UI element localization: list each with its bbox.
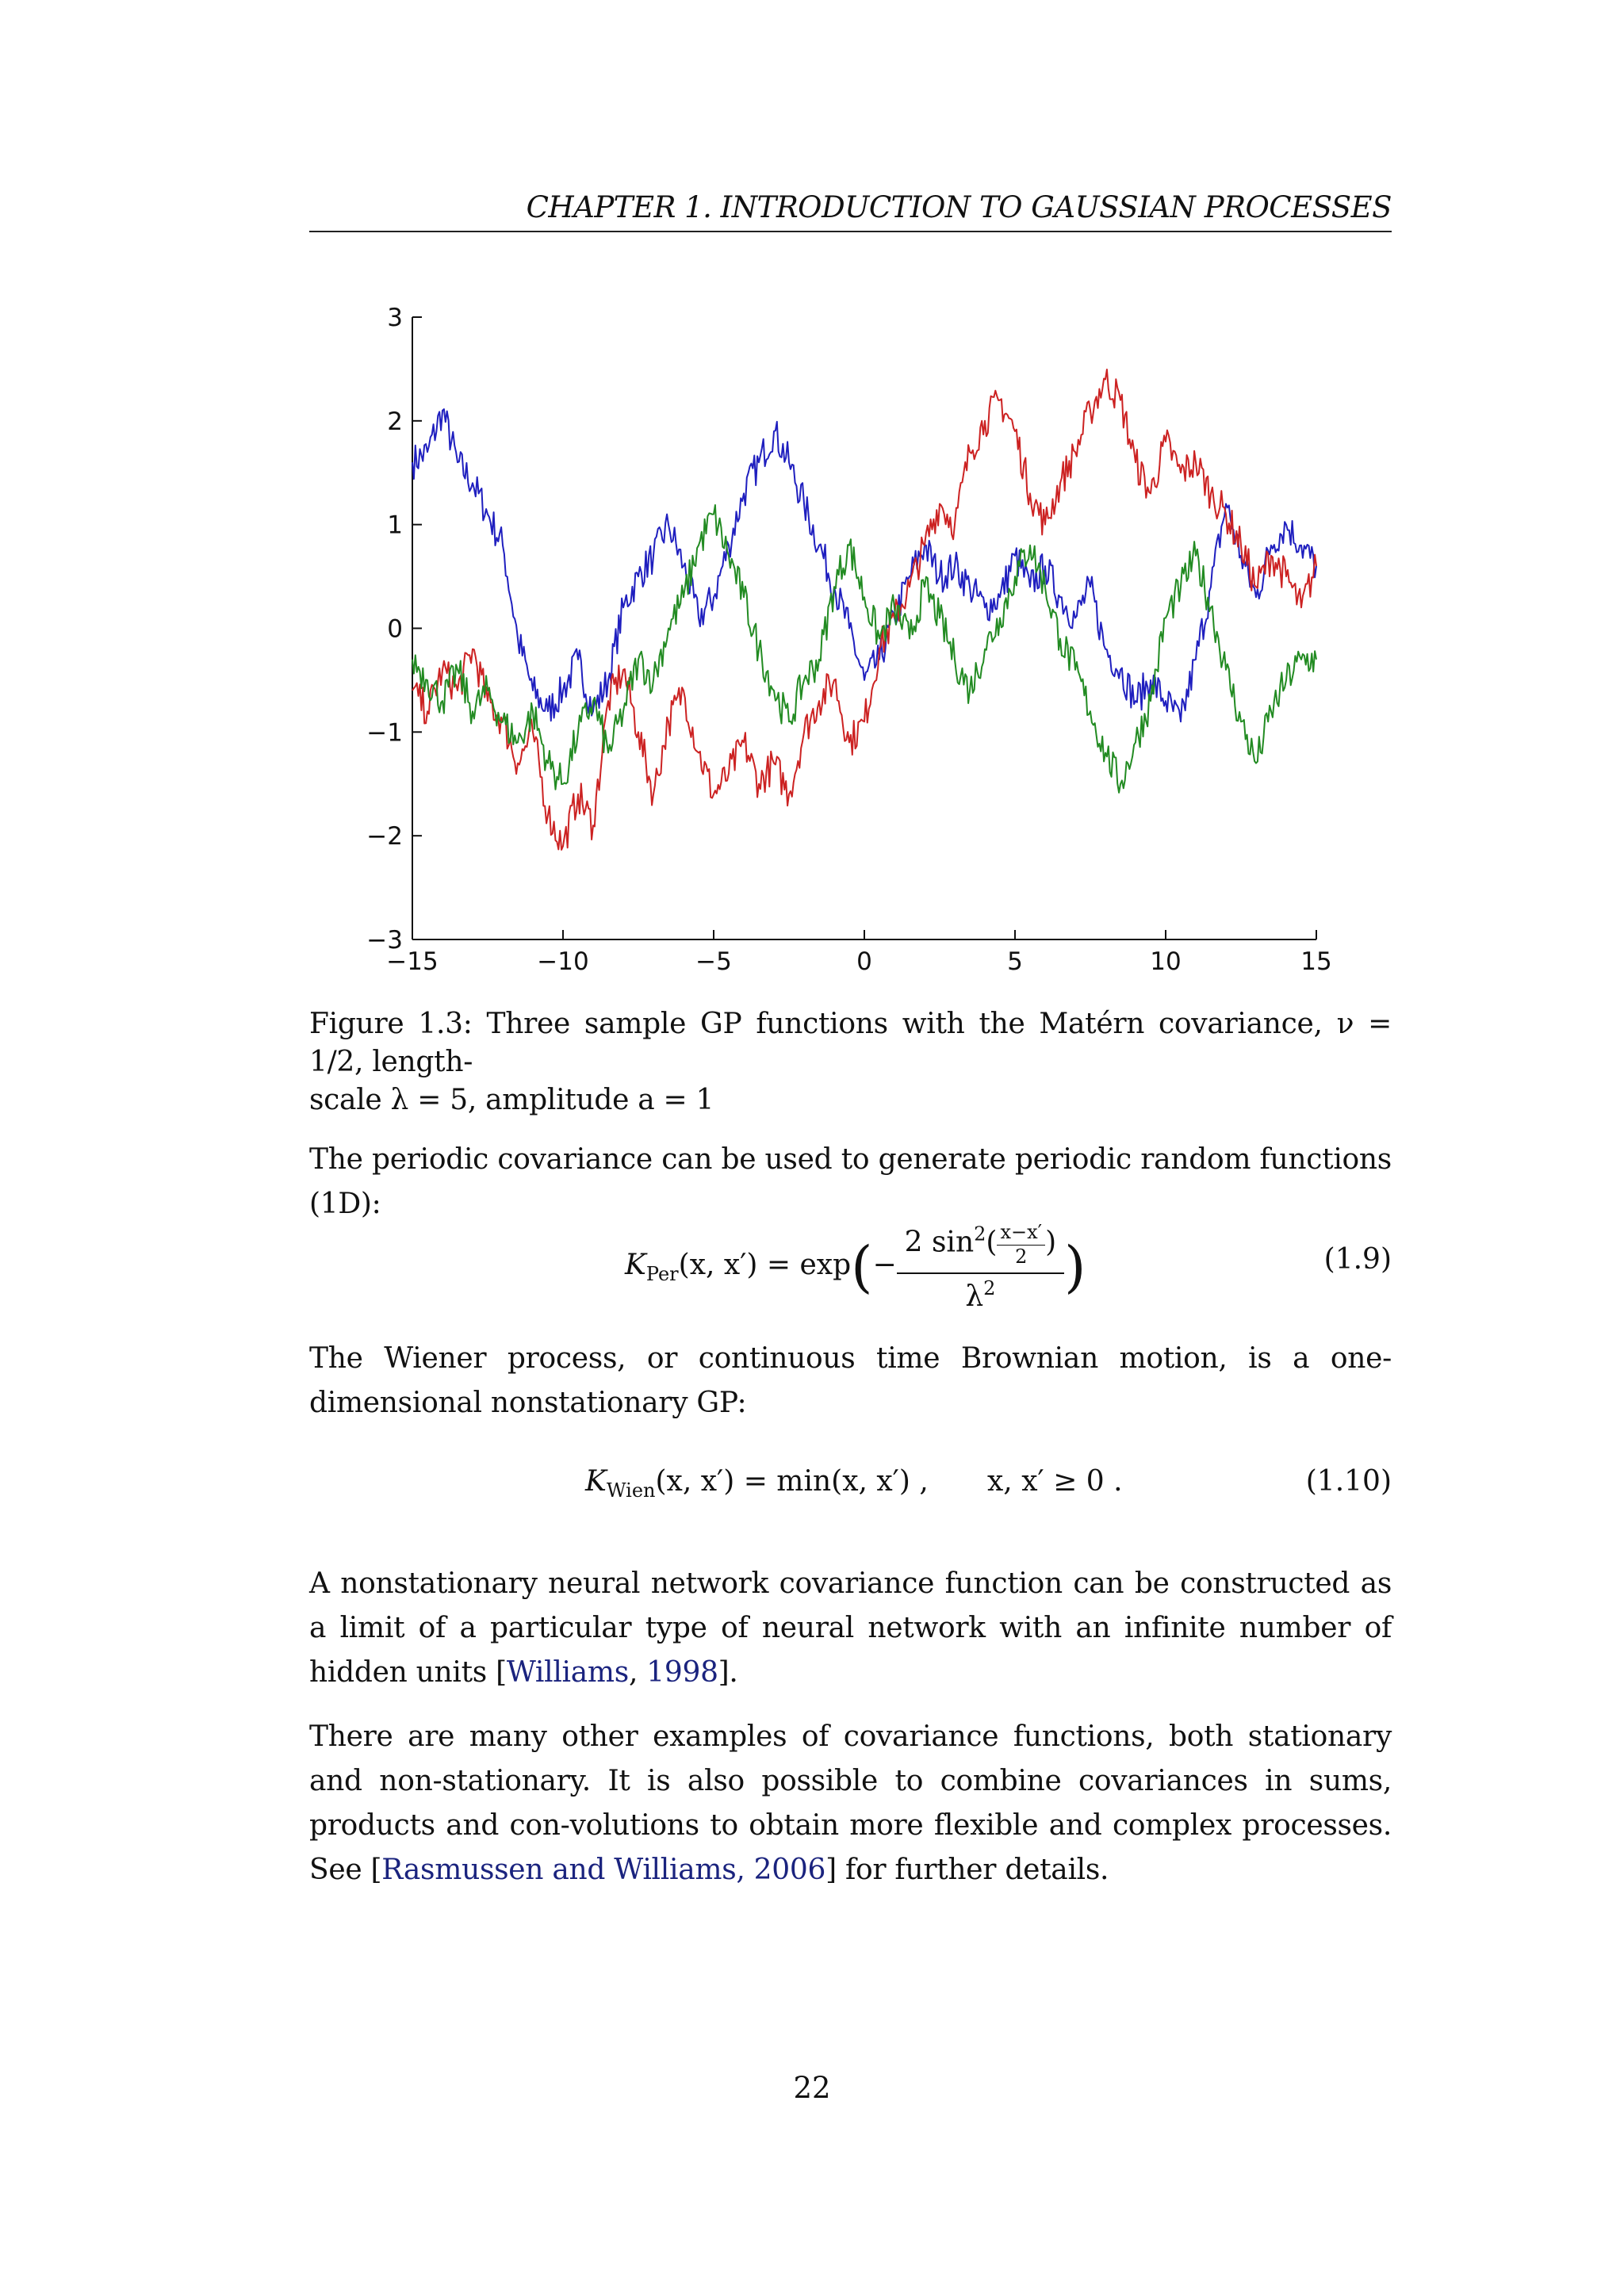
- caption-line-2: scale λ = 5, amplitude a = 1: [309, 1084, 714, 1116]
- y-tick-label: 0: [387, 614, 403, 644]
- eq-close-paren: ): [1064, 1234, 1086, 1299]
- y-tick-label: −2: [366, 822, 403, 851]
- equation-1-9: [309, 1213, 1392, 1313]
- eq-k-subscript: Per: [645, 1263, 679, 1285]
- x-tick-label: −10: [537, 947, 589, 976]
- p3-text: A nonstationary neural network covariance function can be constructed as a limit of a particular type of neural network with an infinite number of hidden units [: [309, 1567, 1392, 1689]
- eq-inner-fraction: [997, 1221, 1045, 1268]
- eq-num-power: 2: [974, 1223, 986, 1246]
- y-tick-label: −1: [366, 718, 403, 748]
- eq-inner-top: x−x′: [997, 1221, 1045, 1246]
- sample-path-1: [412, 409, 1316, 721]
- eq-wien-condition: x, x′ ≥ 0 .: [987, 1465, 1123, 1498]
- y-tick-label: 1: [387, 511, 403, 540]
- citation-williams-1998-author[interactable]: Williams: [506, 1656, 629, 1689]
- eq-fraction: 2 $\sin^2$( $\frac{x-x'}{2}$ ) $\lambda^2$: [897, 1221, 1065, 1313]
- citation-rasmussen-williams-2006[interactable]: Rasmussen and Williams, 2006: [381, 1854, 826, 1886]
- eq-minus: −: [872, 1249, 897, 1281]
- equation-number-1-9: (1.9): [1323, 1243, 1392, 1276]
- equation-1-10: [309, 1465, 1392, 1513]
- eq-lhs-args: (x, x′) = exp: [678, 1249, 852, 1281]
- p4-text: There are many other examples of covariance functions, both stationary and non-stationary. It is also possible to combine covariances in sums, products and con-volutions to obtain more flexible and complex processes. See [: [309, 1720, 1392, 1886]
- eq-open-paren: (: [851, 1234, 873, 1299]
- page-number: 22: [793, 2071, 831, 2105]
- paragraph-wiener: The Wiener process, or continuous time Brownian motion, is a one-dimensional nonstationary GP:: [309, 1342, 1392, 1419]
- caption-line-1: Figure 1.3: Three sample GP functions with the Matérn covariance, ν = 1/2, length-: [309, 1008, 1392, 1078]
- figure-caption: [309, 1005, 1392, 1119]
- eq-den-power: 2: [983, 1277, 996, 1299]
- figure-chart: [349, 293, 1348, 991]
- eq-num-coeff: 2 sin: [904, 1226, 975, 1259]
- chart-ticks: [366, 304, 1331, 976]
- header-rule: [309, 231, 1392, 232]
- y-tick-label: 3: [387, 304, 403, 332]
- x-tick-label: 0: [856, 947, 872, 976]
- eq-wien-rhs: (x, x′) = min(x, x′) ,: [655, 1465, 929, 1498]
- chart-series-layer: [412, 369, 1316, 850]
- x-tick-label: −15: [386, 947, 439, 976]
- p3-end: ].: [718, 1656, 738, 1689]
- chart-axes: [412, 317, 1316, 939]
- x-tick-label: 15: [1300, 947, 1332, 976]
- sample-path-3: [412, 505, 1316, 793]
- y-tick-label: −3: [366, 926, 403, 955]
- paragraph-periodic: The periodic covariance can be used to generate periodic random functions (1D):: [309, 1143, 1392, 1220]
- eq-inner-bottom: 2: [1015, 1246, 1028, 1268]
- x-tick-label: 10: [1150, 947, 1182, 976]
- citation-separator: ,: [628, 1656, 647, 1689]
- paragraph-neural-network: [309, 1562, 1392, 1695]
- y-tick-label: 2: [387, 407, 403, 436]
- eq-k-wien-subscript: Wien: [606, 1479, 656, 1502]
- eq-k-symbol: K: [625, 1249, 646, 1281]
- eq-den: λ: [965, 1280, 984, 1313]
- eq-k-wien-symbol: K: [585, 1465, 607, 1498]
- p4-end: ] for further details.: [825, 1854, 1109, 1886]
- x-tick-label: 5: [1007, 947, 1023, 976]
- sample-path-2: [412, 369, 1316, 850]
- equation-number-1-10: (1.10): [1305, 1465, 1392, 1498]
- running-head: CHAPTER 1. INTRODUCTION TO GAUSSIAN PROCESSES: [526, 190, 1392, 224]
- paragraph-other-covariances: [309, 1715, 1392, 1892]
- citation-williams-1998-year[interactable]: 1998: [646, 1656, 718, 1689]
- x-tick-label: −5: [695, 947, 732, 976]
